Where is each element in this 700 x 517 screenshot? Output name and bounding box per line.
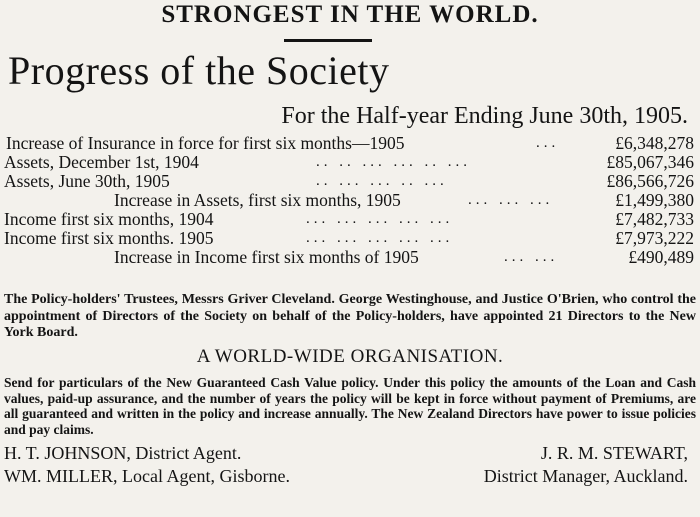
stat-label: Increase in Assets, first six months, 1905 (114, 190, 401, 210)
stat-label: Assets, June 30th, 1905 (4, 171, 170, 191)
leader-dots: ... ... ... ... ... (306, 230, 454, 246)
stat-row (4, 172, 694, 191)
signature-stewart-name: J. R. M. STEWART, (540, 443, 688, 463)
stat-label: Increase in Income first six months of 1905 (114, 247, 419, 267)
signature-miller: WM. MILLER, Local Agent, Gisborne. (4, 466, 290, 486)
signature-stewart-title: District Manager, Auckland. (483, 466, 688, 486)
heading-rule (284, 39, 372, 42)
stat-value: £490,489 (628, 247, 694, 267)
stat-row (4, 248, 694, 267)
stat-row (4, 134, 694, 153)
trustees-note: The Policy-holders' Trustees, Messrs Griver Cleveland. George Westinghouse, and Justice O'Brien, who control the appointment of Directors of the Society on behalf of the Policy-holders, have appointed 21 Directors to the New York Board. (4, 292, 696, 340)
stat-value: £86,566,726 (606, 171, 694, 191)
top-heading: STRONGEST IN THE WORLD. (161, 1, 539, 28)
page-title: Progress of the Society (8, 48, 390, 93)
stat-label: Increase of Insurance in force for first six months—1905 (6, 133, 405, 153)
stat-value: £85,067,346 (606, 152, 694, 172)
particulars-paragraph: Send for particulars of the New Guaranteed Cash Value policy. Under this policy the amounts of the Loan and Cash values, paid-up assurance, and the number of years the policy will be kept in force without payment of Premiums, are all guaranteed and written in the policy and increase annually. The New Zealand Directors have power to issue policies and pay claims. (4, 375, 696, 437)
period-heading: For the Half-year Ending June 30th, 1905. (281, 103, 688, 129)
stats-table (4, 134, 694, 267)
signature-johnson: H. T. JOHNSON, District Agent. (4, 443, 242, 463)
stat-row (4, 191, 694, 210)
leader-dots: ... (536, 135, 560, 151)
leader-dots: ... ... (504, 249, 559, 265)
stat-label: Income first six months. 1905 (4, 228, 214, 248)
stat-label: Income first six months, 1904 (4, 209, 214, 229)
leader-dots: ... ... ... (468, 192, 554, 208)
stat-label: Assets, December 1st, 1904 (4, 152, 199, 172)
stat-value: £7,973,222 (615, 228, 694, 248)
section-heading: A WORLD-WIDE ORGANISATION. (196, 346, 504, 367)
leader-dots: .. ... ... .. ... (316, 173, 448, 189)
stat-row (4, 210, 694, 229)
stat-value: £6,348,278 (615, 133, 694, 153)
stat-value: £1,499,380 (615, 190, 694, 210)
stat-value: £7,482,733 (615, 209, 694, 229)
leader-dots: ... ... ... ... ... (306, 211, 454, 227)
leader-dots: .. .. ... ... .. ... (316, 154, 471, 170)
stat-row (4, 229, 694, 248)
stat-row (4, 153, 694, 172)
